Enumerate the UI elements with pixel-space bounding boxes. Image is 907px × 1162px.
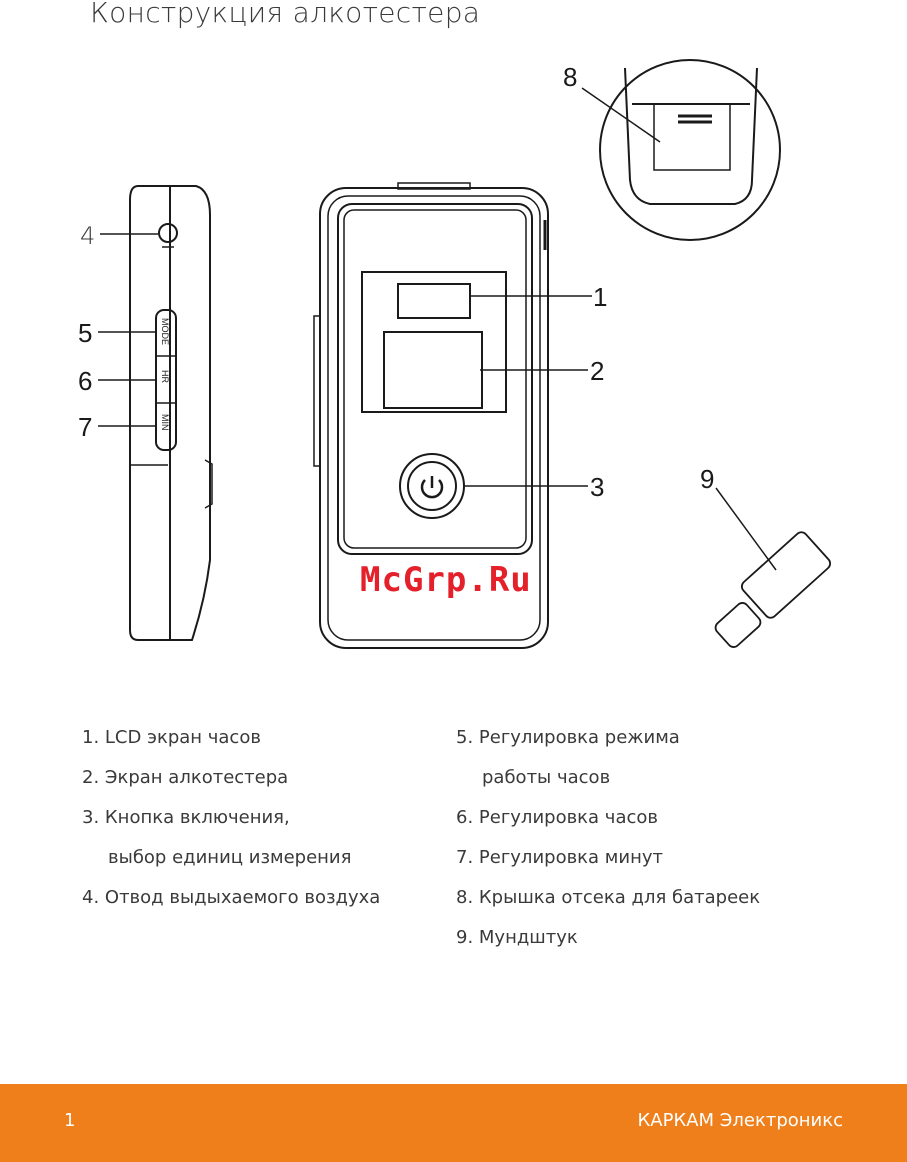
min-button-label: MIN	[160, 414, 170, 431]
legend-left	[82, 718, 380, 918]
side-view	[98, 186, 212, 640]
footer-bar	[0, 1084, 907, 1162]
legend-item: 1. LCD экран часов	[82, 727, 261, 748]
legend-item: 7. Регулировка минут	[456, 847, 663, 868]
legend-item: 4. Отвод выдыхаемого воздуха	[82, 887, 381, 908]
brand-name: КАРКАМ Электроникс	[637, 1110, 843, 1131]
callout-1: 1	[593, 282, 608, 312]
legend-item: 3. Кнопка включения,	[82, 807, 290, 828]
watermark: McGrp.Ru	[360, 560, 532, 600]
callout-5: 5	[78, 318, 93, 348]
callout-4: 4	[80, 222, 96, 250]
page-number: 1	[64, 1110, 76, 1131]
mode-button-label: MODE	[160, 318, 170, 345]
legend-item: 9. Мундштук	[456, 927, 578, 948]
page-title: Конструкция алкотестера	[90, 0, 481, 29]
battery-cover-detail	[582, 60, 780, 240]
callout-9: 9	[700, 464, 715, 494]
mouthpiece	[713, 488, 833, 650]
callout-2: 2	[590, 356, 605, 386]
legend-right	[456, 718, 760, 958]
legend-item: 8. Крышка отсека для батареек	[456, 887, 761, 908]
legend-item-continuation: работы часов	[482, 767, 611, 788]
callout-8: 8	[563, 62, 578, 92]
callout-3: 3	[590, 472, 605, 502]
legend-item-continuation: выбор единиц измерения	[108, 847, 352, 868]
legend-item: 5. Регулировка режима	[456, 727, 680, 748]
legend-item: 2. Экран алкотестера	[82, 767, 289, 788]
hr-button-label: HR	[160, 370, 170, 383]
callout-7: 7	[78, 412, 93, 442]
legend-item: 6. Регулировка часов	[456, 807, 658, 828]
callout-6: 6	[78, 366, 93, 396]
